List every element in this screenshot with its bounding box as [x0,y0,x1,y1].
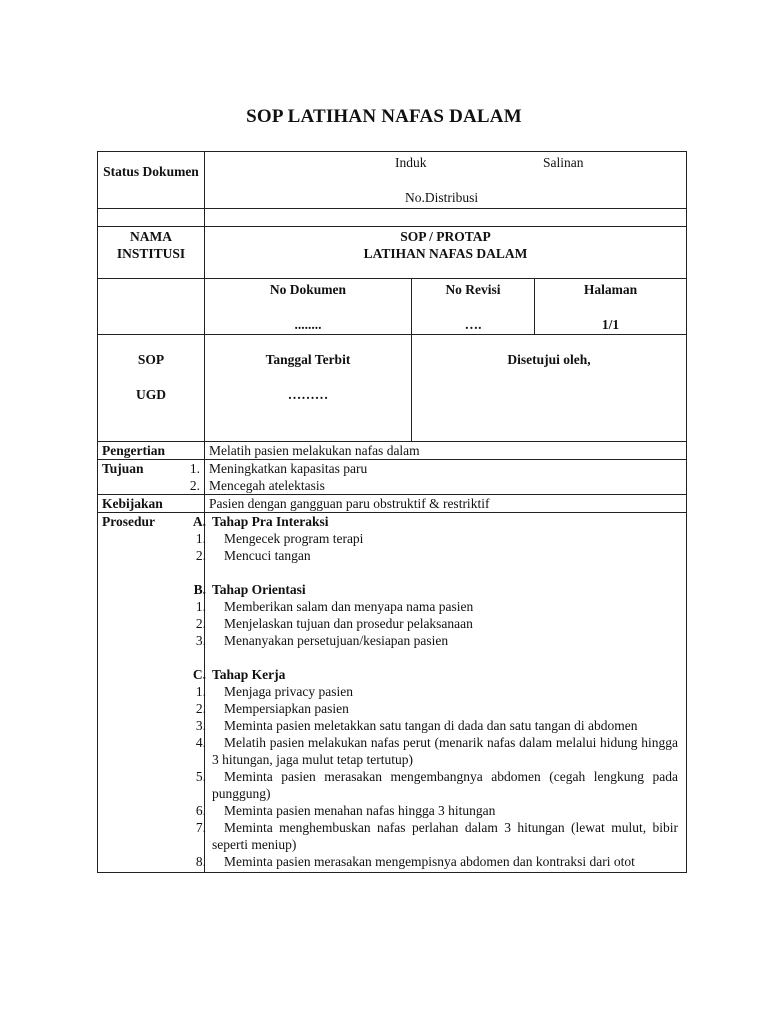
halaman-cell [535,279,687,335]
no-dokumen-value: ........ [294,317,322,332]
list-item [184,819,678,853]
item-number: 3. [195,718,206,733]
spacer-cell [98,209,205,227]
section-letter: A. [192,514,206,529]
section-heading [184,581,678,598]
status-cell [205,152,687,209]
item-number: 5. [195,769,206,784]
disetujui-cell [412,335,687,442]
item-text: Menanyakan persetujuan/kesiapan pasien [224,633,449,648]
pengertian-label: Pengertian [98,442,205,460]
item-number: 2. [195,616,206,631]
item-number: 1. [195,599,206,614]
item-number: 1. [195,531,206,546]
section-heading [184,666,678,683]
list-item [184,530,678,547]
list-item [184,547,678,564]
sop-label: SOP [137,352,165,367]
list-item [184,700,678,717]
empty-cell [98,279,205,335]
tanggal-cell [205,335,412,442]
section-title: Tahap Pra Interaksi [212,514,329,529]
kebijakan-text: Pasien dengan gangguan paru obstruktif & restriktif [205,495,687,513]
induk-label: Induk [395,155,427,170]
item-text: Meminta pasien merasakan mengembangnya abdomen (cegah lengkung pada punggung) [212,769,678,801]
no-revisi-label: No Revisi [445,282,501,297]
tujuan-label-cell [98,460,205,495]
sop-title-line2: LATIHAN NAFAS DALAM [363,246,528,261]
item-number: 2. [195,701,206,716]
section-gap [184,649,678,666]
distribusi-label: No.Distribusi [405,190,479,205]
list-item [184,717,678,734]
item-text: Mengecek program terapi [224,531,364,546]
list-item [184,615,678,632]
halaman-value: 1/1 [601,317,620,332]
item-number: 6. [195,803,206,818]
no-dokumen-cell [205,279,412,335]
ugd-label: UGD [136,387,166,402]
section-letter: C. [192,667,206,682]
item-text: Meminta pasien meletakkan satu tangan di dada dan satu tangan di abdomen [224,718,638,733]
list-item [184,853,678,870]
item-text: Meminta pasien menahan nafas hingga 3 hitungan [224,803,496,818]
tujuan-num: 1. [189,461,200,476]
item-text: Melatih pasien melakukan nafas perut (menarik nafas dalam melalui hidung hingga 3 hitungan, jaga mulut tetap tertutup) [212,735,678,767]
sop-title-cell [205,227,687,279]
no-revisi-value: …. [464,317,482,332]
item-number: 3. [195,633,206,648]
item-text: Meminta pasien merasakan mengempisnya abdomen dan kontraksi dari otot [224,854,635,869]
list-item [184,802,678,819]
list-item: Mencegah atelektasis [209,478,325,493]
sop-unit-cell [98,335,205,442]
no-dokumen-label: No Dokumen [269,282,347,297]
section-title: Tahap Orientasi [212,582,306,597]
disetujui-label: Disetujui oleh, [507,352,591,367]
item-text: Memberikan salam dan menyapa nama pasien [224,599,474,614]
prosedur-label: Prosedur [102,514,155,529]
list-item [184,768,678,802]
item-number: 2. [195,548,206,563]
prosedur-row [98,513,687,873]
item-number: 8. [195,854,206,869]
list-item [184,632,678,649]
list-item: Meningkatkan kapasitas paru [209,461,368,476]
section-heading [184,513,678,530]
list-item [184,734,678,768]
sop-table [97,151,687,873]
no-revisi-cell [412,279,535,335]
tujuan-num: 2. [189,478,200,493]
list-item [184,683,678,700]
institusi-label: NAMA INSTITUSI [98,227,205,279]
salinan-label: Salinan [543,155,584,170]
section-letter: B. [193,582,206,597]
item-text: Mencuci tangan [224,548,311,563]
item-number: 1. [195,684,206,699]
item-number: 4. [195,735,206,750]
tanggal-label: Tanggal Terbit [265,352,351,367]
section-title: Tahap Kerja [212,667,286,682]
item-number: 7. [195,820,206,835]
item-text: Mempersiapkan pasien [224,701,349,716]
status-label: Status Dokumen [98,152,205,209]
tujuan-label: Tujuan [102,461,144,476]
spacer-cell [205,209,687,227]
section-gap [184,564,678,581]
page-title: SOP LATIHAN NAFAS DALAM [246,106,522,127]
pengertian-text: Melatih pasien melakukan nafas dalam [205,442,687,460]
tanggal-value: ……… [287,387,329,402]
item-text: Menjelaskan tujuan dan prosedur pelaksanaan [224,616,473,631]
item-text: Meminta menghembuskan nafas perlahan dalam 3 hitungan (lewat mulut, bibir seperti meniup) [212,820,678,852]
list-item [184,598,678,615]
halaman-label: Halaman [583,282,638,297]
tujuan-items [205,460,687,495]
item-text: Menjaga privacy pasien [224,684,353,699]
prosedur-content [192,513,686,872]
kebijakan-label: Kebijakan [98,495,205,513]
sop-title-line1: SOP / PROTAP [400,229,491,244]
